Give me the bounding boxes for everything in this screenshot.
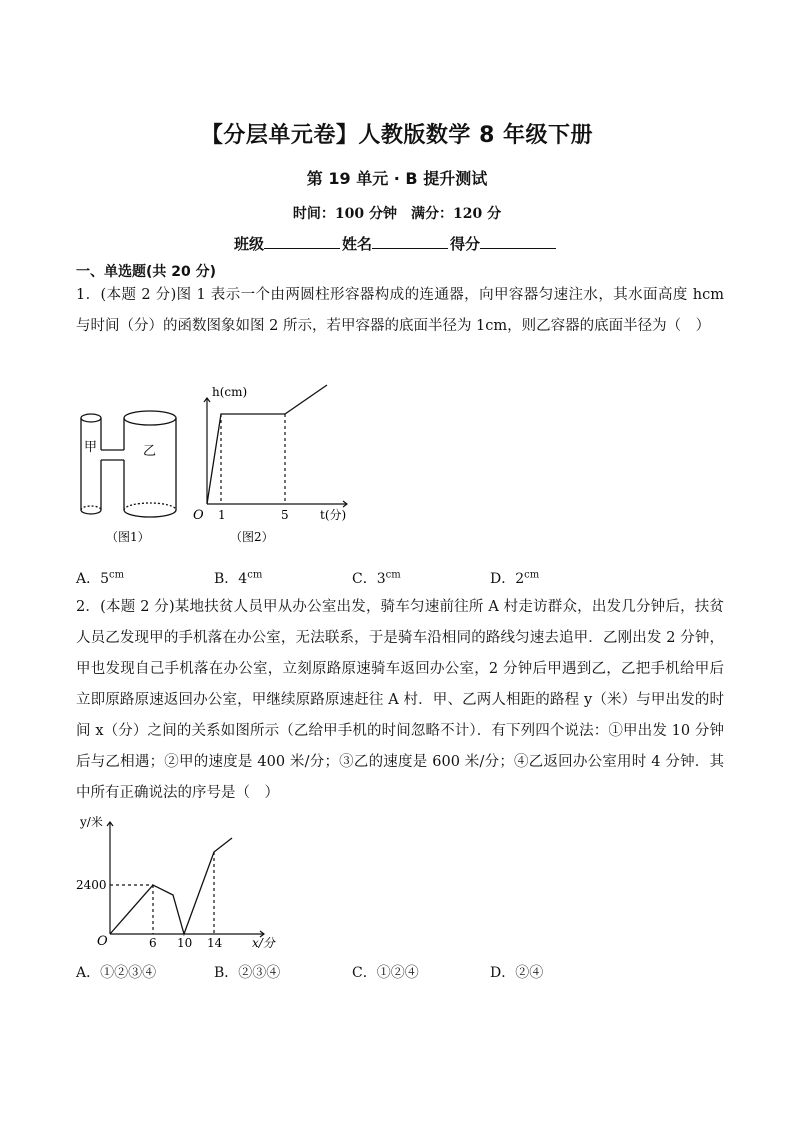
class-label: 班级 bbox=[234, 235, 265, 253]
y-tick-2400: 2400 bbox=[76, 878, 107, 892]
name-label: 姓名 bbox=[342, 235, 373, 253]
name-blank bbox=[372, 234, 448, 249]
option-d[interactable]: D．②④ bbox=[490, 965, 544, 981]
option-a[interactable]: A．$5^{cm}$ bbox=[76, 569, 125, 587]
x-axis-label: x/分 bbox=[252, 936, 275, 950]
question-2-options bbox=[76, 962, 628, 982]
option-b[interactable]: B．②③④ bbox=[214, 965, 281, 981]
grade-label: 得分 bbox=[450, 235, 481, 253]
option-c[interactable]: C．①②④ bbox=[352, 965, 419, 981]
student-info-fields bbox=[234, 233, 558, 254]
grade-blank bbox=[480, 234, 556, 249]
option-a[interactable]: A．①②③④ bbox=[76, 965, 157, 981]
x-tick-5: 5 bbox=[281, 508, 289, 522]
question-1-text: 1．(本题 2 分)图 1 表示一个由两圆柱形容器构成的连通器，向甲容器匀速注水，其水面高度 hcm 与时间（分）的函数图象如图 2 所示，若甲容器的底面半径为 1cm，则乙容器的底面半径为（ ） bbox=[76, 287, 724, 334]
figure-2-caption: （图2） bbox=[230, 530, 274, 544]
x-tick-6: 6 bbox=[149, 936, 157, 950]
vessel-yi-label: 乙 bbox=[143, 444, 157, 459]
figure-2-graph bbox=[192, 380, 362, 550]
x-tick-10: 10 bbox=[177, 936, 193, 950]
figure-1-caption: （图1） bbox=[106, 530, 150, 544]
time-score-line bbox=[0, 203, 794, 223]
question-2-graph bbox=[76, 812, 286, 957]
question-1-options bbox=[76, 568, 628, 588]
document-subtitle: 第 19 单元 · B 提升测试 bbox=[306, 169, 488, 188]
y-axis-label: y/米 bbox=[80, 815, 103, 829]
option-c[interactable]: C．$3^{cm}$ bbox=[352, 569, 401, 587]
figure-1-connected-vessels bbox=[76, 380, 196, 550]
class-blank bbox=[264, 234, 340, 249]
full-score: 满分：120 分 bbox=[411, 206, 502, 222]
origin-label: O bbox=[97, 934, 108, 949]
x-axis-label: t(分) bbox=[320, 508, 347, 522]
option-d[interactable]: D．$2^{cm}$ bbox=[490, 569, 540, 587]
y-axis-label: h(cm) bbox=[212, 385, 248, 399]
origin-label: O bbox=[193, 508, 204, 523]
option-b[interactable]: B．$4^{cm}$ bbox=[214, 569, 263, 587]
document-title: 【分层单元卷】人教版数学 8 年级下册 bbox=[200, 123, 594, 148]
vessel-jia-label: 甲 bbox=[84, 440, 98, 455]
time-limit: 时间：100 分钟 bbox=[292, 206, 397, 222]
x-tick-1: 1 bbox=[218, 508, 226, 522]
x-tick-14: 14 bbox=[207, 936, 223, 950]
question-2-text: 2．(本题 2 分)某地扶贫人员甲从办公室出发，骑车匀速前往所 A 村走访群众，出发几分钟后，扶贫人员乙发现甲的手机落在办公室，无法联系，于是骑车沿相同的路线匀速去追甲．乙刚出发 2 分钟，甲也发现自己手机落在办公室，立刻原路原速骑车返回办公室，2 分钟后甲遇到乙，乙把手机给甲后立即原路原速返回办公室，甲继续原路原速赶往 A 村．甲、乙两人相距的路程 y（米）与甲出发的时间 x（分）之间的关系如图所示（乙给甲手机的时间忽略不计）．有下列四个说法：①甲出发 10 分钟后与乙相遇；②甲的速度是 400 米/分；③乙的速度是 600 米/分；④乙返回办公室用时 4 分钟．其中所有正确说法的序号是（ ） bbox=[76, 599, 724, 801]
section-heading: 一、单选题(共 20 分) bbox=[76, 264, 217, 280]
